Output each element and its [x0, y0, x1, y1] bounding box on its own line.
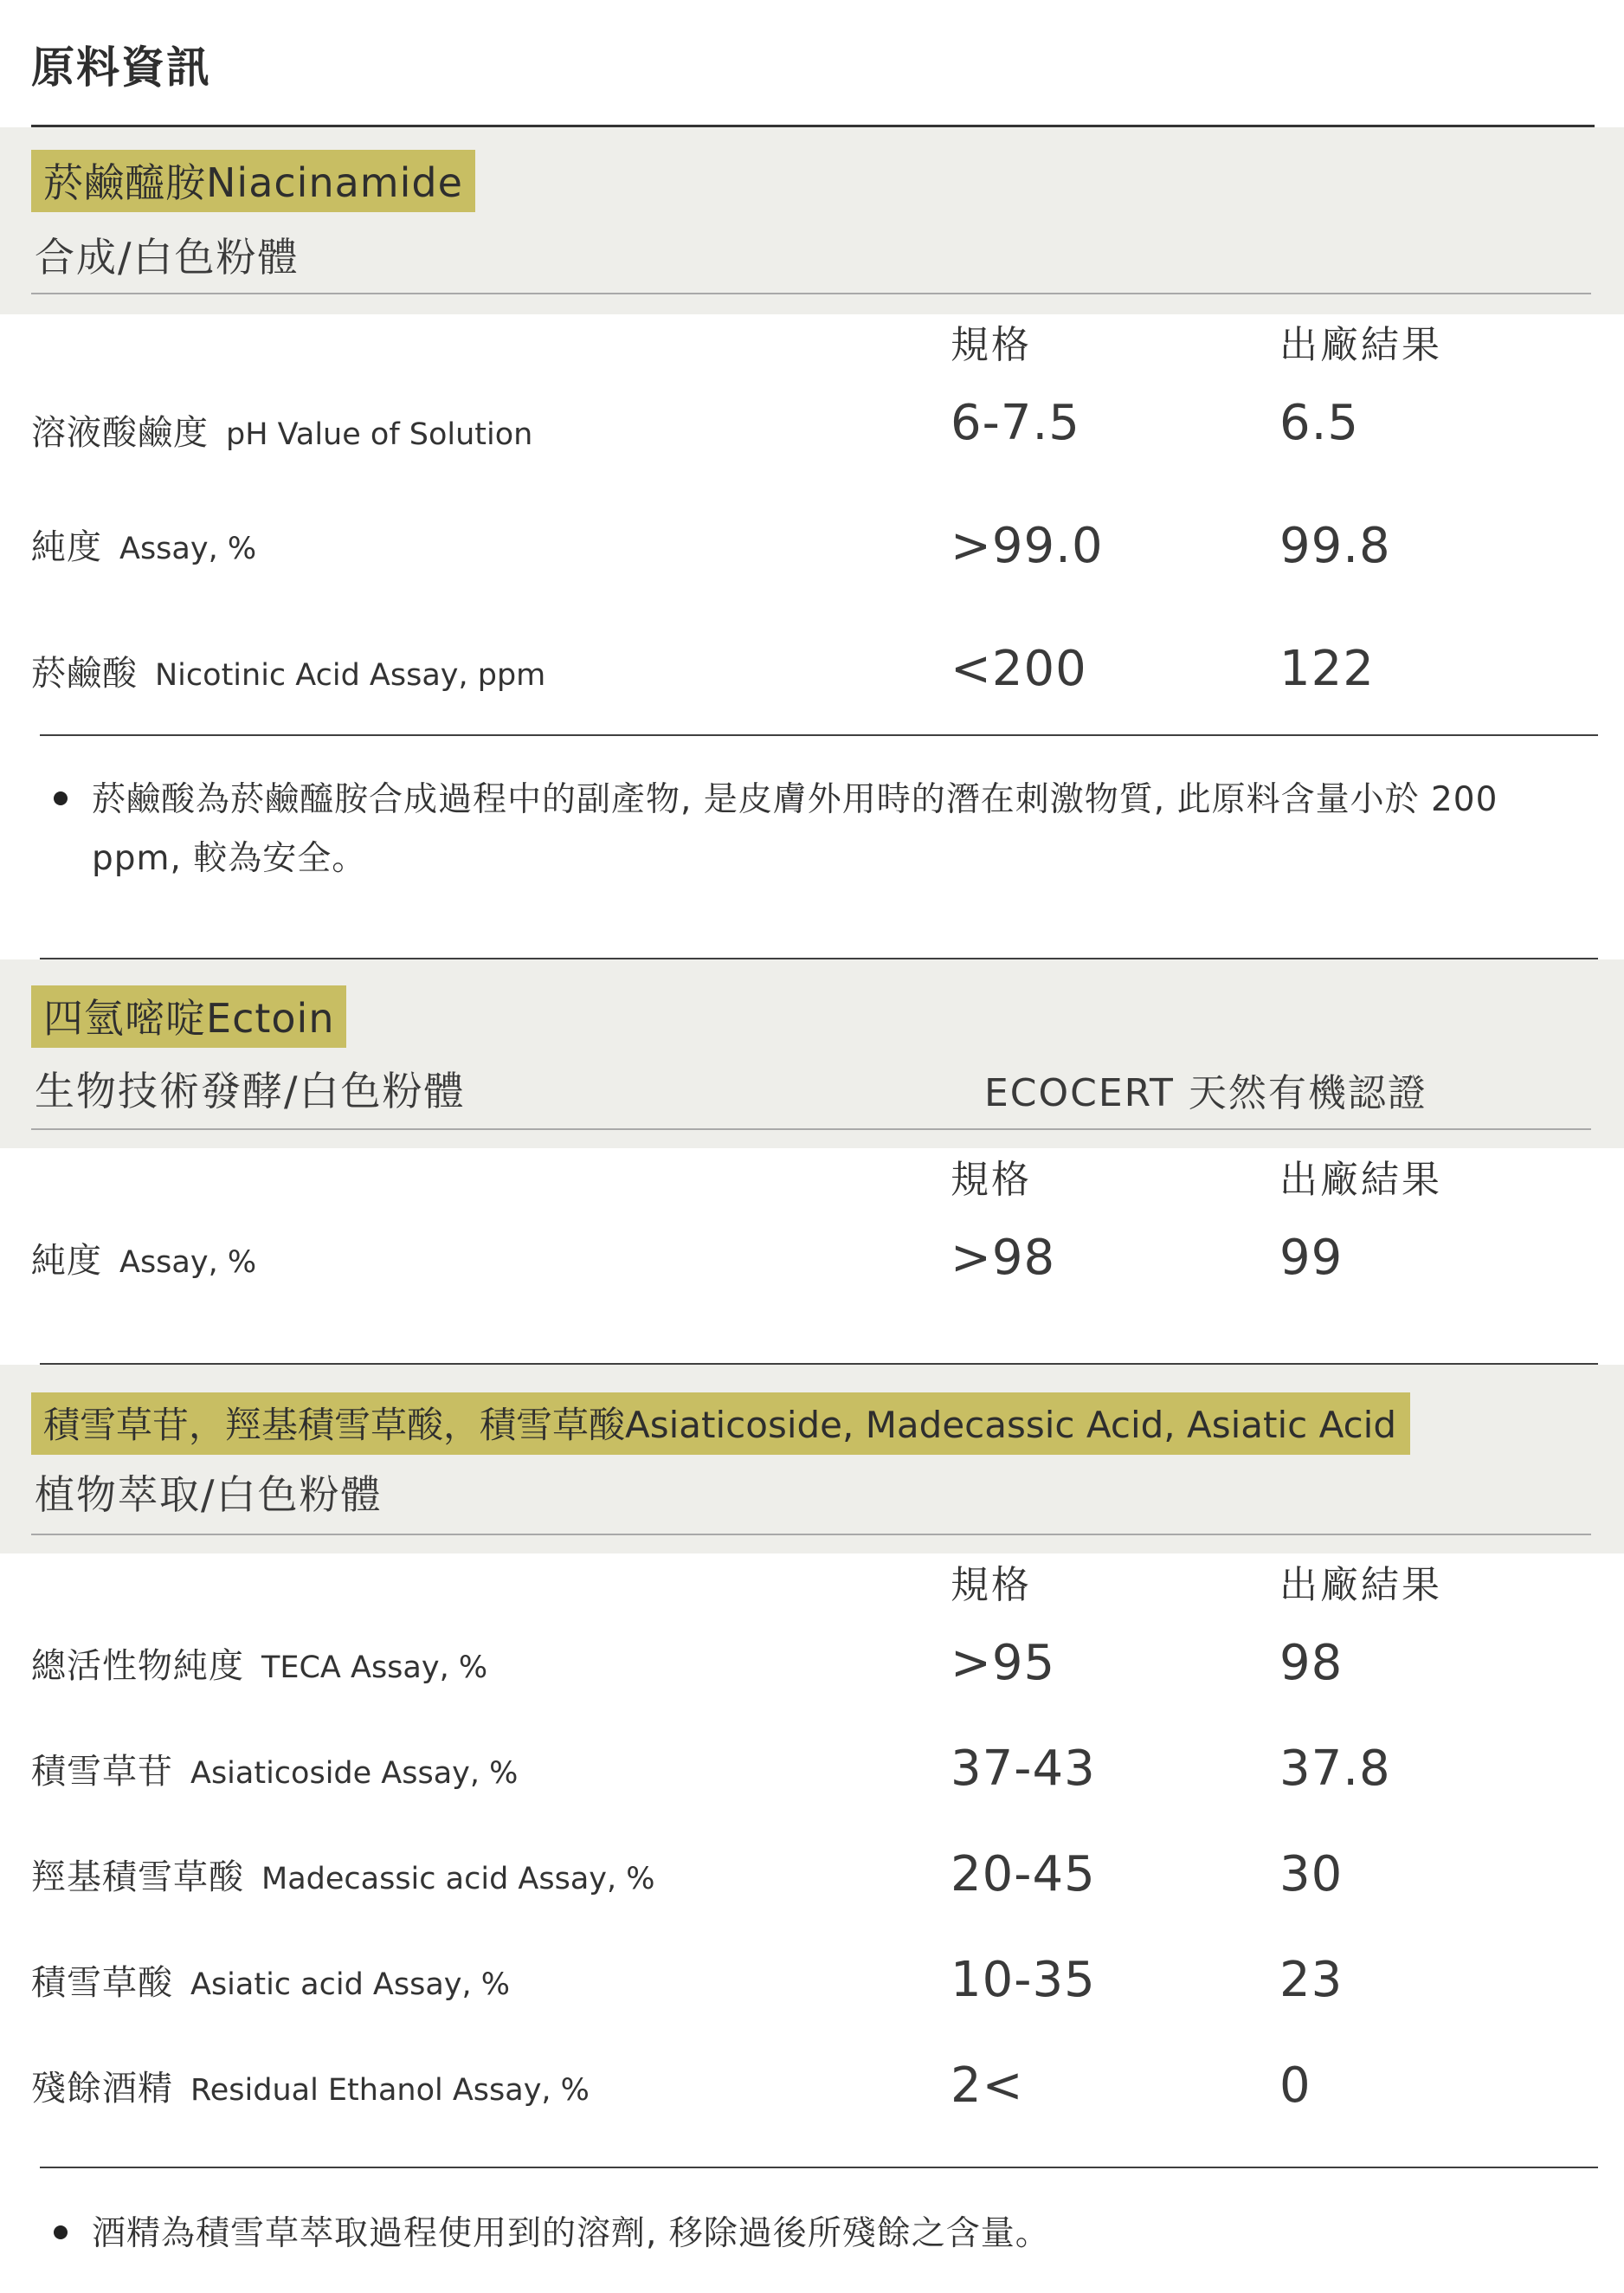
column-header-result: 出廠結果 — [1279, 1158, 1442, 1202]
row-label-en: TECA Assay, % — [261, 1650, 488, 1685]
table-divider — [40, 734, 1598, 736]
result-value: 98 — [1279, 1635, 1344, 1691]
ingredient-header-centella — [0, 1365, 1624, 1553]
result-value: 122 — [1279, 641, 1375, 697]
ingredient-name: 積雪草苷，羥基積雪草酸，積雪草酸Asiaticoside, Madecassic Acid, Asiatic Acid — [31, 1392, 1410, 1455]
table-row-label — [31, 2061, 590, 2110]
row-label-zh: 溶液酸鹼度 — [31, 413, 209, 453]
header-divider — [31, 293, 1591, 294]
row-label-zh: 菸鹼酸 — [31, 654, 138, 694]
certification-label: ECOCERT 天然有機認證 — [984, 1071, 1427, 1115]
row-label-en: Assay, % — [119, 1245, 257, 1280]
column-header-result: 出廠結果 — [1279, 1563, 1442, 1607]
spec-value: >98 — [951, 1230, 1056, 1286]
ingredient-subtitle: 植物萃取/白色粉體 — [35, 1471, 383, 1518]
column-header-result: 出廠結果 — [1279, 323, 1442, 367]
row-label-zh: 純度 — [31, 1241, 102, 1281]
row-label-zh: 總活性物純度 — [31, 1646, 244, 1686]
spec-value: 2< — [951, 2057, 1024, 2114]
table-row-label — [31, 1233, 256, 1282]
row-label-zh: 羥基積雪草酸 — [31, 1857, 244, 1897]
row-label-en: Asiatic acid Assay, % — [190, 1967, 511, 2002]
spec-value: >99.0 — [951, 518, 1104, 574]
column-header-spec: 規格 — [951, 323, 1032, 367]
row-label-zh: 純度 — [31, 527, 102, 567]
spec-value: 6-7.5 — [951, 395, 1080, 451]
spec-value: >95 — [951, 1635, 1056, 1691]
spec-value: 10-35 — [951, 1952, 1096, 2008]
ingredient-name: 四氫嘧啶Ectoin — [31, 985, 346, 1048]
table-row-label — [31, 1850, 655, 1899]
note-text: 菸鹼酸為菸鹼醯胺合成過程中的副產物, 是皮膚外用時的潛在刺激物質, 此原料含量小於 200 ppm, 較為安全。 — [92, 780, 1498, 878]
note-item — [54, 771, 1560, 888]
result-value: 6.5 — [1279, 395, 1360, 451]
result-value: 99.8 — [1279, 518, 1391, 574]
row-label-en: Assay, % — [119, 532, 257, 566]
row-label-en: Madecassic acid Assay, % — [261, 1862, 655, 1896]
spec-value: <200 — [951, 641, 1087, 697]
ingredient-header-ectoin — [0, 959, 1624, 1148]
ingredient-header-niacinamide — [0, 127, 1624, 314]
result-value: 30 — [1279, 1846, 1344, 1902]
header-divider — [31, 1534, 1591, 1535]
note-item — [54, 2205, 1560, 2264]
spec-value: 20-45 — [951, 1846, 1096, 1902]
result-value: 37.8 — [1279, 1741, 1391, 1797]
bullet-icon — [54, 2225, 68, 2239]
ingredient-name: 菸鹼醯胺Niacinamide — [31, 150, 475, 212]
row-label-zh: 積雪草苷 — [31, 1752, 173, 1792]
row-label-zh: 殘餘酒精 — [31, 2069, 173, 2109]
column-header-spec: 規格 — [951, 1563, 1032, 1607]
row-label-en: Residual Ethanol Assay, % — [190, 2073, 590, 2108]
spec-value: 37-43 — [951, 1741, 1096, 1797]
column-header-spec: 規格 — [951, 1158, 1032, 1202]
table-row-label — [31, 405, 532, 455]
note-text: 酒精為積雪草萃取過程使用到的溶劑, 移除過後所殘餘之含量。 — [92, 2214, 1050, 2253]
header-divider — [31, 1128, 1591, 1130]
result-value: 0 — [1279, 2057, 1311, 2114]
result-value: 99 — [1279, 1230, 1344, 1286]
table-row-label — [31, 1638, 487, 1688]
page-title: 原料資訊 — [31, 42, 211, 93]
ingredient-subtitle: 生物技術發酵/白色粉體 — [35, 1068, 466, 1114]
table-row-label — [31, 1955, 510, 2005]
row-label-en: Asiaticoside Assay, % — [190, 1756, 519, 1791]
ingredient-subtitle: 合成/白色粉體 — [35, 234, 300, 281]
result-value: 23 — [1279, 1952, 1344, 2008]
row-label-en: pH Value of Solution — [226, 417, 533, 452]
row-label-zh: 積雪草酸 — [31, 1963, 173, 2003]
table-row-label — [31, 520, 256, 569]
row-label-en: Nicotinic Acid Assay, ppm — [155, 658, 546, 693]
bullet-icon — [54, 791, 68, 805]
table-row-label — [31, 1744, 518, 1793]
table-row-label — [31, 646, 545, 695]
table-divider — [40, 2167, 1598, 2168]
